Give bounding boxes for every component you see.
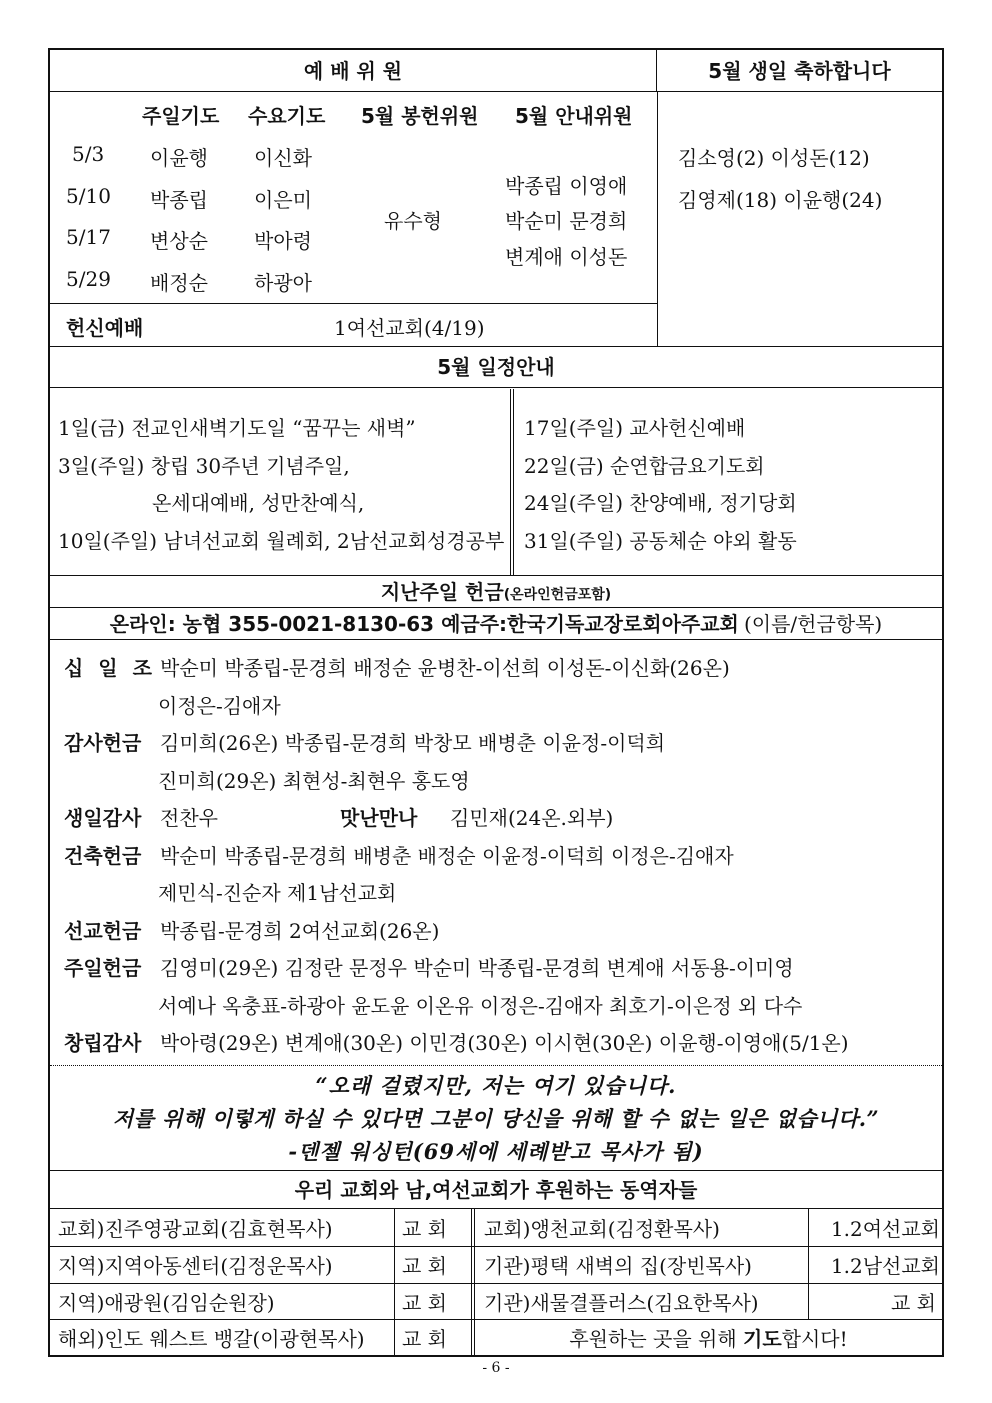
quote-line: 저를 위해 이렇게 하실 수 있다면 그분이 당신을 위해 할 수 없는 일은 없습니다.”	[112, 1106, 880, 1131]
schedule-item: 17일(주일) 교사헌신예배	[524, 416, 746, 440]
page-number: - 6 -	[482, 1360, 510, 1376]
schedule-item: 22일(금) 순연합금요기도회	[524, 454, 765, 478]
schedule-item: 온세대예배, 성만찬예식,	[152, 491, 365, 515]
birthday-title: 5월 생일 축하합니다	[708, 59, 891, 83]
thanks-label: 감사헌금	[64, 731, 142, 755]
row-sunday: 배정순	[150, 271, 208, 295]
supporter-name: 지역)지역아동센터(김정운목사)	[58, 1254, 333, 1278]
sunday-offering-names: 서예나 옥충표-하광아 윤도윤 이온유 이정은-김애자 최호기-이은정 외 다수	[158, 994, 803, 1018]
newcomer-label: 맛난만나	[340, 806, 418, 830]
worship-committee-title: 예 배 위 원	[303, 59, 403, 83]
sunday-offering-label: 주일헌금	[64, 956, 142, 980]
supporter-by: 1.2여선교회	[830, 1217, 940, 1241]
building-names: 제민식-진순자 제1남선교회	[158, 881, 397, 905]
row-date: 5/17	[66, 225, 111, 249]
supporter-by: 교 회	[891, 1290, 936, 1315]
col-usher-committee: 5월 안내위원	[515, 104, 633, 128]
dedication-value: 1여선교회(4/19)	[334, 316, 485, 340]
quote-line: “오래 걸렸지만, 저는 여기 있습니다.	[315, 1073, 677, 1098]
usher-line: 변계애 이성돈	[505, 245, 628, 269]
supporter-name: 해외)인도 웨스트 뱅갈(이광현목사)	[58, 1326, 365, 1351]
birthday-thanks-names: 전찬우	[160, 806, 218, 830]
usher-line: 박순미 문경희	[505, 209, 628, 233]
birthday-line: 김영제(18) 이윤행(24)	[678, 188, 883, 212]
supporter-by: 교 회	[402, 1217, 447, 1241]
schedule-item: 1일(금) 전교인새벽기도일 “꿈꾸는 새벽”	[58, 416, 416, 440]
row-date: 5/3	[72, 142, 105, 166]
worship-committee-header	[50, 50, 657, 92]
supporter-name: 기관)평택 새벽의 집(장빈목사)	[484, 1254, 752, 1278]
row-sunday: 이윤행	[150, 146, 208, 170]
building-names: 박순미 박종립-문경희 배병춘 배정순 이윤정-이덕희 이정은-김애자	[160, 844, 734, 868]
offering-member: 유수형	[384, 209, 442, 233]
sunday-offering-names: 김영미(29온) 김정란 문정우 박순미 박종립-문경희 변계애 서동용-이미영	[160, 956, 794, 980]
founding-thanks-names: 박아령(29온) 변계애(30온) 이민경(30온) 이시현(30온) 이윤행-이영애(5/1온)	[160, 1031, 849, 1055]
birthday-header	[657, 50, 942, 92]
tithe-names: 이정은-김애자	[158, 694, 281, 718]
tithe-names: 박순미 박종립-문경희 배정순 윤병찬-이선희 이성돈-이신화(26온)	[160, 656, 730, 680]
mission-names: 박종립-문경희 2여선교회(26온)	[160, 919, 440, 943]
thanks-names: 진미희(29온) 최현성-최현우 홍도영	[158, 769, 470, 793]
offering-title-note: (온라인헌금포함)	[503, 587, 612, 603]
schedule-header	[50, 347, 942, 388]
row-wed: 하광아	[254, 271, 312, 295]
supporter-by: 교 회	[402, 1290, 447, 1315]
row-date: 5/10	[66, 184, 111, 208]
schedule-item: 31일(주일) 공동체순 야외 활동	[524, 529, 797, 553]
row-sunday: 변상순	[150, 229, 208, 253]
online-account-row	[50, 608, 942, 640]
offering-header	[50, 576, 942, 608]
quote-attribution: -덴젤 워싱턴(69세에 세례받고 목사가 됨)	[288, 1139, 704, 1164]
supporter-by: 1.2남선교회	[830, 1254, 940, 1278]
newcomer-names: 김민재(24온.외부)	[450, 806, 614, 830]
prayer-request	[475, 1319, 942, 1355]
supporter-name: 기관)새물결플러스(김요한목사)	[484, 1290, 759, 1315]
supporter-by: 교 회	[402, 1326, 447, 1351]
schedule-title: 5월 일정안내	[437, 355, 555, 379]
bulletin-page	[48, 48, 944, 1357]
schedule-item: 3일(주일) 창립 30주년 기념주일,	[58, 454, 350, 478]
mission-label: 선교헌금	[64, 919, 142, 943]
col-offering-committee: 5월 봉헌위원	[361, 104, 479, 128]
founding-thanks-label: 창립감사	[64, 1031, 142, 1055]
col-wed-prayer: 수요기도	[248, 104, 326, 128]
thanks-names: 김미희(26온) 박종립-문경희 박창모 배병춘 이윤정-이덕희	[160, 731, 666, 755]
row-wed: 이신화	[254, 146, 312, 170]
supporter-name: 지역)애광원(김임순원장)	[58, 1290, 275, 1315]
schedule-item: 10일(주일) 남녀선교회 월례회, 2남선교회성경공부	[58, 529, 505, 553]
row-sunday: 박종립	[150, 188, 208, 212]
supporters-header	[50, 1171, 942, 1209]
dedication-label: 헌신예배	[66, 316, 144, 340]
row-wed: 박아령	[254, 229, 312, 253]
birthday-line: 김소영(2) 이성돈(12)	[678, 146, 870, 170]
supporter-name: 교회)앵천교회(김정환목사)	[484, 1217, 720, 1241]
online-account-note: (이름/헌금항목)	[743, 612, 883, 636]
prayer-request-pre: 후원하는 곳을 위해	[569, 1326, 743, 1351]
prayer-request-post: 합시다!	[781, 1326, 848, 1351]
supporter-name: 교회)진주영광교회(김효현목사)	[58, 1217, 333, 1241]
birthday-thanks-label: 생일감사	[64, 806, 142, 830]
row-wed: 이은미	[254, 188, 312, 212]
schedule-item: 24일(주일) 찬양예배, 정기당회	[524, 491, 797, 515]
supporters-title: 우리 교회와 남,여선교회가 후원하는 동역자들	[294, 1178, 698, 1202]
usher-line: 박종립 이영애	[505, 174, 628, 198]
building-label: 건축헌금	[64, 844, 142, 868]
row-date: 5/29	[66, 267, 111, 291]
col-sunday-prayer: 주일기도	[142, 104, 220, 128]
prayer-request-bold: 기도	[743, 1326, 782, 1351]
supporter-by: 교 회	[402, 1254, 447, 1278]
tithe-label: 십 일 조	[64, 656, 156, 680]
offering-title: 지난주일 헌금	[380, 580, 504, 604]
online-account: 온라인: 농협 355-0021-8130-63 예금주:한국기독교장로회아주교회	[109, 612, 739, 636]
